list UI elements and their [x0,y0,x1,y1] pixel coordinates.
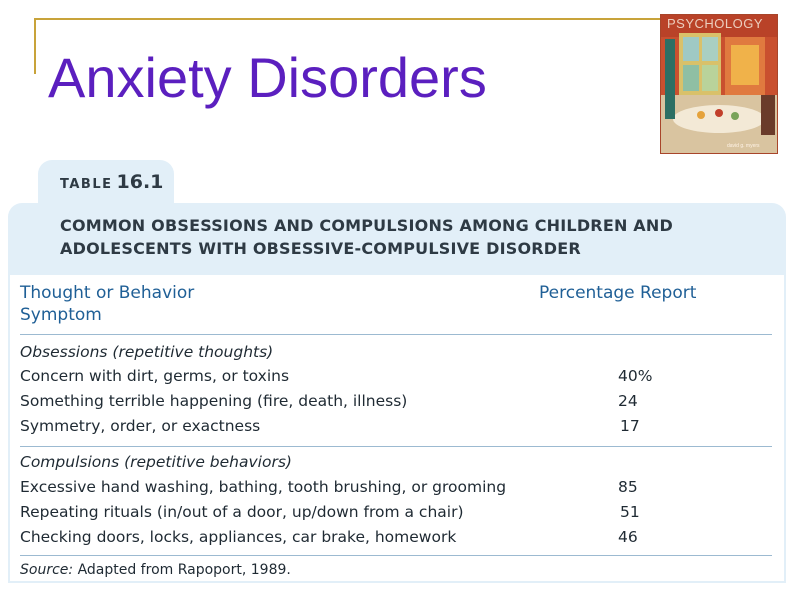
table-heading-line2: ADOLESCENTS WITH OBSESSIVE-COMPULSIVE DISORDER [60,239,581,258]
table-heading-line1: COMMON OBSESSIONS AND COMPULSIONS AMONG CHILDREN AND [60,216,673,235]
table-row-label: Something terrible happening (fire, death, illness) [20,392,408,410]
book-cover-title: PSYCHOLOGY [667,16,764,31]
table-row-label: Repeating rituals (in/out of a door, up/down from a chair) [20,503,464,521]
source-text: Adapted from Rapoport, 1989. [77,562,291,578]
compulsions-heading: Compulsions (repetitive behaviors) [20,453,292,471]
table-row-label: Excessive hand washing, bathing, tooth brushing, or grooming [20,478,507,496]
table-divider [20,334,772,335]
title-rule-left [34,18,36,74]
table-row-value: 40% [618,367,653,385]
slide-title: Anxiety Disorders [48,46,487,109]
table-row-value: 46 [618,528,638,546]
obsessions-heading: Obsessions (repetitive thoughts) [20,343,274,361]
table-number: 16.1 [116,171,164,193]
table-label [60,171,163,193]
column-header-percentage: Percentage Report [539,283,697,303]
table-heading [60,214,740,260]
book-cover-author: david g. myers [727,143,760,149]
table-row-label: Checking doors, locks, appliances, car brake, homework [20,528,457,546]
source-label: Source: [20,562,74,578]
book-cover-painting [661,15,777,153]
table-divider [20,555,772,556]
table-row-value: 51 [620,503,640,521]
table-row-value: 17 [620,417,640,435]
book-cover-image [660,14,778,154]
table-label-word: TABLE [60,177,113,192]
table-row-value: 24 [618,392,638,410]
column-header-symptom-line2: Symptom [20,305,102,325]
column-header-symptom [20,282,194,326]
column-header-symptom-line1: Thought or Behavior [20,283,195,303]
table-source [20,562,291,578]
table-divider [20,446,772,447]
title-rule-top [34,18,660,20]
table-row-value: 85 [618,478,638,496]
table-row-label: Symmetry, order, or exactness [20,417,261,435]
table-row-label: Concern with dirt, germs, or toxins [20,367,290,385]
